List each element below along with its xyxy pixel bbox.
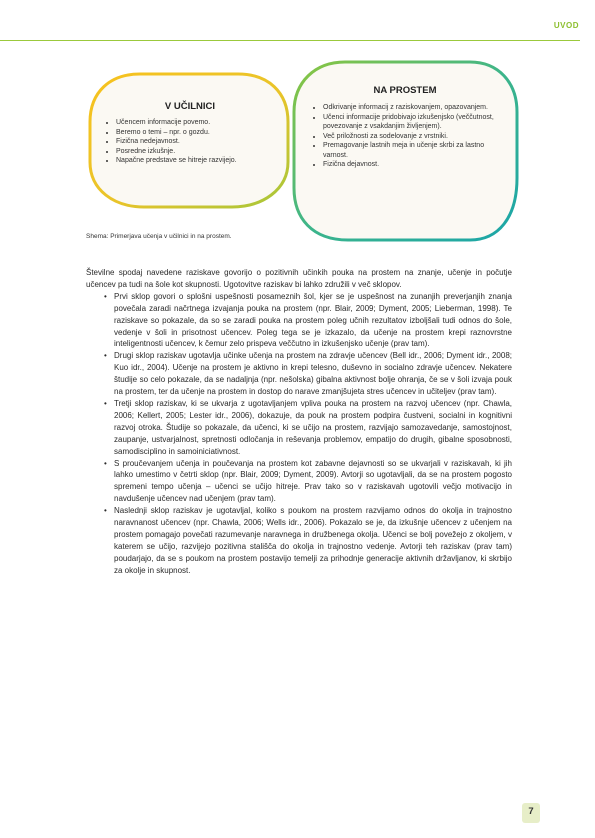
classroom-list	[106, 118, 281, 166]
classroom-list-item: • Beremo o temi – npr. o gozdu.	[116, 128, 281, 138]
research-bullet: • Drugi sklop raziskav ugotavlja učinke učenja na prostem na zdravje učencev (Bell idr., 2006; Dyment idr., 2008; Kuo idr., 2004). Učenje na prostem je aktivno in krepi telesno, duševno in socialno zdravje učencev. Nekatere študije so celo pokazale, da se nadaljnja (npr. nešolska) gibalna aktivnost bolje ohranja, če se v šoli izvaja pouk na prostem, ter da učenje na prostem in dostop do narave zmanjšujeta stres učencev in učiteljev (prav tam).	[114, 350, 512, 398]
classroom-list-item: • Napačne predstave se hitreje razvijejo.	[116, 156, 281, 166]
outdoors-list-item: • Premagovanje lastnih meja in učenje skrbi za lastno varnost.	[323, 141, 503, 160]
research-list	[86, 291, 512, 577]
research-bullet: • Prvi sklop govori o splošni uspešnosti posameznih šol, kjer se je uspešnost na zunanjih preverjanjih znanja povečala zaradi načrtnega izvajanja pouka na prostem (npr. Blair, 2009; Dyment, 2005; Lieberman, 1998). Te raziskave so pokazale, da so se zaradi pouka na prostem poleg učnih rezultatov izboljšali tudi odnos do šole, vedenje v šoli in prisotnost učencev. Poleg tega se je izkazalo, da učenje na prostem krepi raznovrstne inteligentnosti učencev, k čemur zelo prispeva veččutno in izkušenjsko učenje (prav tam).	[114, 291, 512, 351]
page-number: 7	[528, 806, 534, 817]
intro-paragraph: Številne spodaj navedene raziskave govorijo o pozitivnih učinkih pouka na prostem na znanje, učenje in počutje učencev pa tudi na šole kot skupnosti. Ugotovitve raziskav bi lahko združili v več sklopov.	[86, 268, 512, 289]
comparison-diagram	[0, 0, 595, 260]
outdoors-list-item: • Fizična dejavnost.	[323, 160, 503, 170]
diagram-caption: Shema: Primerjava učenja v učilnici in na prostem.	[86, 233, 232, 240]
outdoors-list	[313, 103, 503, 170]
research-bullet: • Naslednji sklop raziskav je ugotavljal, koliko s poukom na prostem razvijamo odnos do okolja in trajnostno naravnanost učencev (npr. Chawla, 2006; Wells idr., 2006). Pokazalo se je, da izkušnje učencev z učenjem na prostem pomagajo povečati razumevanje naravnega in družbenega okolja. Učenci se bolj povežejo z okoljem, v katerem se učijo, razvijejo pozitivna stališča do okolja in trajnostno vedenje. Avtorji teh raziskav (prav tam) poudarjajo, da se s poukom na prostem postavijo temelji za prihodnje generacije aktivnih državljanov, ki skrbijo za okolje in skupnost.	[114, 505, 512, 576]
research-bullet: • Tretji sklop raziskav, ki se ukvarja z ugotavljanjem vpliva pouka na prostem na razvoj učencev (npr. Chawla, 2006; Kellert, 2005; Lester idr., 2006), dokazuje, da pouk na prostem podpira čustveni, socialni in kognitivni razvoj otroka. Študije so pokazale, da učenci, ki se učijo na prostem, razvijajo samozavedanje, samostojnost, zaupanje, ustvarjalnost, spretnosti odločanja in reševanja problemov, empatijo do drugih, gibalne sposobnosti, samodisciplino in samoiniciativnost.	[114, 398, 512, 458]
outdoors-list-item: • Odkrivanje informacij z raziskovanjem, opazovanjem.	[323, 103, 503, 113]
classroom-title: V UČILNICI	[164, 101, 216, 112]
classroom-list-item: • Fizična nedejavnost.	[116, 137, 281, 147]
research-bullet: • S proučevanjem učenja in poučevanja na prostem kot zabavne dejavnosti so se ukvarjali v raziskavah, ki jih lahko umestimo v četrti sklop (npr. Blair, 2009; Dyment, 2009). Avtorji so ugotavljali, da se na prostem pogosto spremeni tempo učenja – učenci se učijo hitreje. Prav tako so v raziskavah ugotovili večjo motivacijo in navdušenje učencev nad učenjem (prav tam).	[114, 458, 512, 506]
classroom-list-item: • Učencem informacije povemo.	[116, 118, 281, 128]
section-label: UVOD	[553, 21, 579, 30]
outdoors-list-item: • Več priložnosti za sodelovanje z vrstniki.	[323, 132, 503, 142]
body-text	[86, 267, 512, 577]
outdoors-list-item: • Učenci informacije pridobivajo izkušenjsko (veččutnost, povezovanje z vsakdanjim življenjem).	[323, 113, 503, 132]
classroom-list-item: • Posredne izkušnje.	[116, 147, 281, 157]
outdoors-title: NA PROSTEM	[373, 85, 437, 96]
